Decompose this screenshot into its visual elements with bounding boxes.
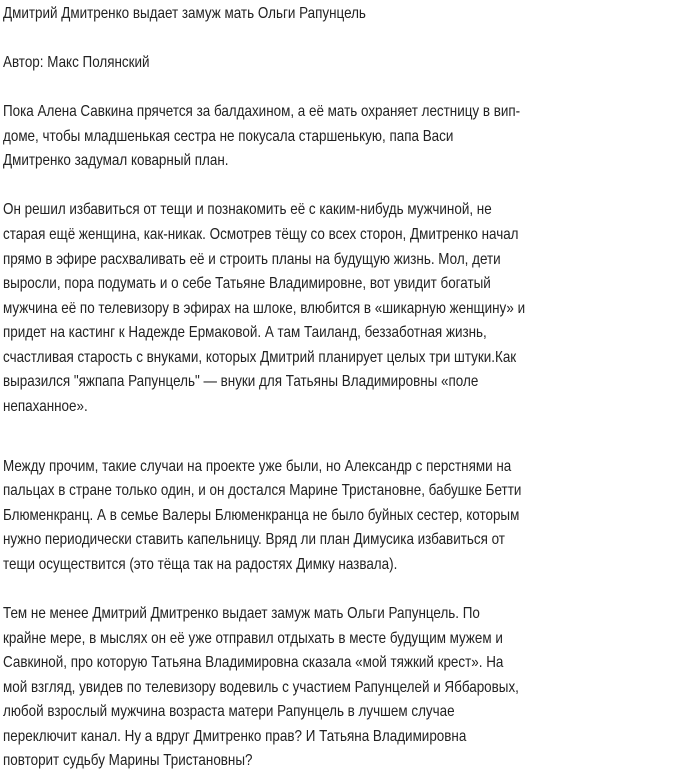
paragraph-line: пальцах в стране только один, и он достался Марине Тристановне, бабушке Бетти [3, 482, 522, 499]
paragraph-line: Пока Алена Савкина прячется за балдахином, а её мать охраняет лестницу в вип- [3, 103, 521, 120]
article-author: Автор: Макс Полянский [3, 54, 150, 71]
paragraph-line: придет на кастинг к Надежде Ермаковой. А там Таиланд, беззаботная жизнь, [3, 324, 487, 341]
paragraph-line: выросли, пора подумать и о себе Татьяне Владимировне, вот увидит богатый [3, 275, 491, 292]
paragraph-line: доме, чтобы младшенькая сестра не покусала старшенькую, папа Васи [3, 128, 454, 145]
paragraph-line: счастливая старость с внуками, которых Дмитрий планирует целых три штуки.Как [3, 349, 517, 366]
paragraph-line: переключит канал. Ну а вдруг Дмитренко прав? И Татьяна Владимировна [3, 728, 467, 745]
paragraph-line: выразился "яжпапа Рапунцель" — внуки для Татьяны Владимировны «поле [3, 373, 479, 390]
paragraph-line: мой взгляд, увидев по телевизору водевиль с участием Рапунцелей и Яббаровых, [3, 679, 519, 696]
paragraph-line: мужчина её по телевизору в эфирах на шлоке, влюбится в «шикарную женщину» и [3, 300, 526, 317]
paragraph-line: прямо в эфире расхваливать её и строить планы на будущую жизнь. Мол, дети [3, 251, 501, 268]
paragraph-line: любой взрослый мужчина возраста матери Рапунцель в лучшем случае [3, 703, 455, 720]
paragraph-line: тещи осуществится (это тёща так на радостях Димку назвала). [3, 556, 398, 573]
paragraph-line: непаханное». [3, 398, 88, 415]
article-title: Дмитрий Дмитренко выдает замуж мать Ольги Рапунцель [3, 5, 366, 22]
paragraph-line: нужно периодически ставить капельницу. Вряд ли план Димусика избавиться от [3, 531, 505, 548]
paragraph-line: повторит судьбу Марины Тристановны? [3, 752, 253, 769]
paragraph-line: Он решил избавиться от тещи и познакомить её с каким-нибудь мужчиной, не [3, 201, 492, 218]
paragraph-line: Дмитренко задумал коварный план. [3, 152, 229, 169]
paragraph-line: старая ещё женщина, как-никак. Осмотрев тёщу со всех сторон, Дмитренко начал [3, 226, 519, 243]
paragraph-line: Тем не менее Дмитрий Дмитренко выдает замуж мать Ольги Рапунцель. По [3, 605, 480, 622]
paragraph-line: крайне мере, в мыслях он её уже отправил отдыхать в месте будущим мужем и [3, 630, 503, 647]
paragraph-line: Савкиной, про которую Татьяна Владимировна сказала «мой тяжкий крест». На [3, 654, 504, 671]
paragraph-line: Блюменкранц. А в семье Валеры Блюменкранца не было буйных сестер, которым [3, 507, 520, 524]
paragraph-line: Между прочим, такие случаи на проекте уже были, но Александр с перстнями на [3, 458, 512, 475]
